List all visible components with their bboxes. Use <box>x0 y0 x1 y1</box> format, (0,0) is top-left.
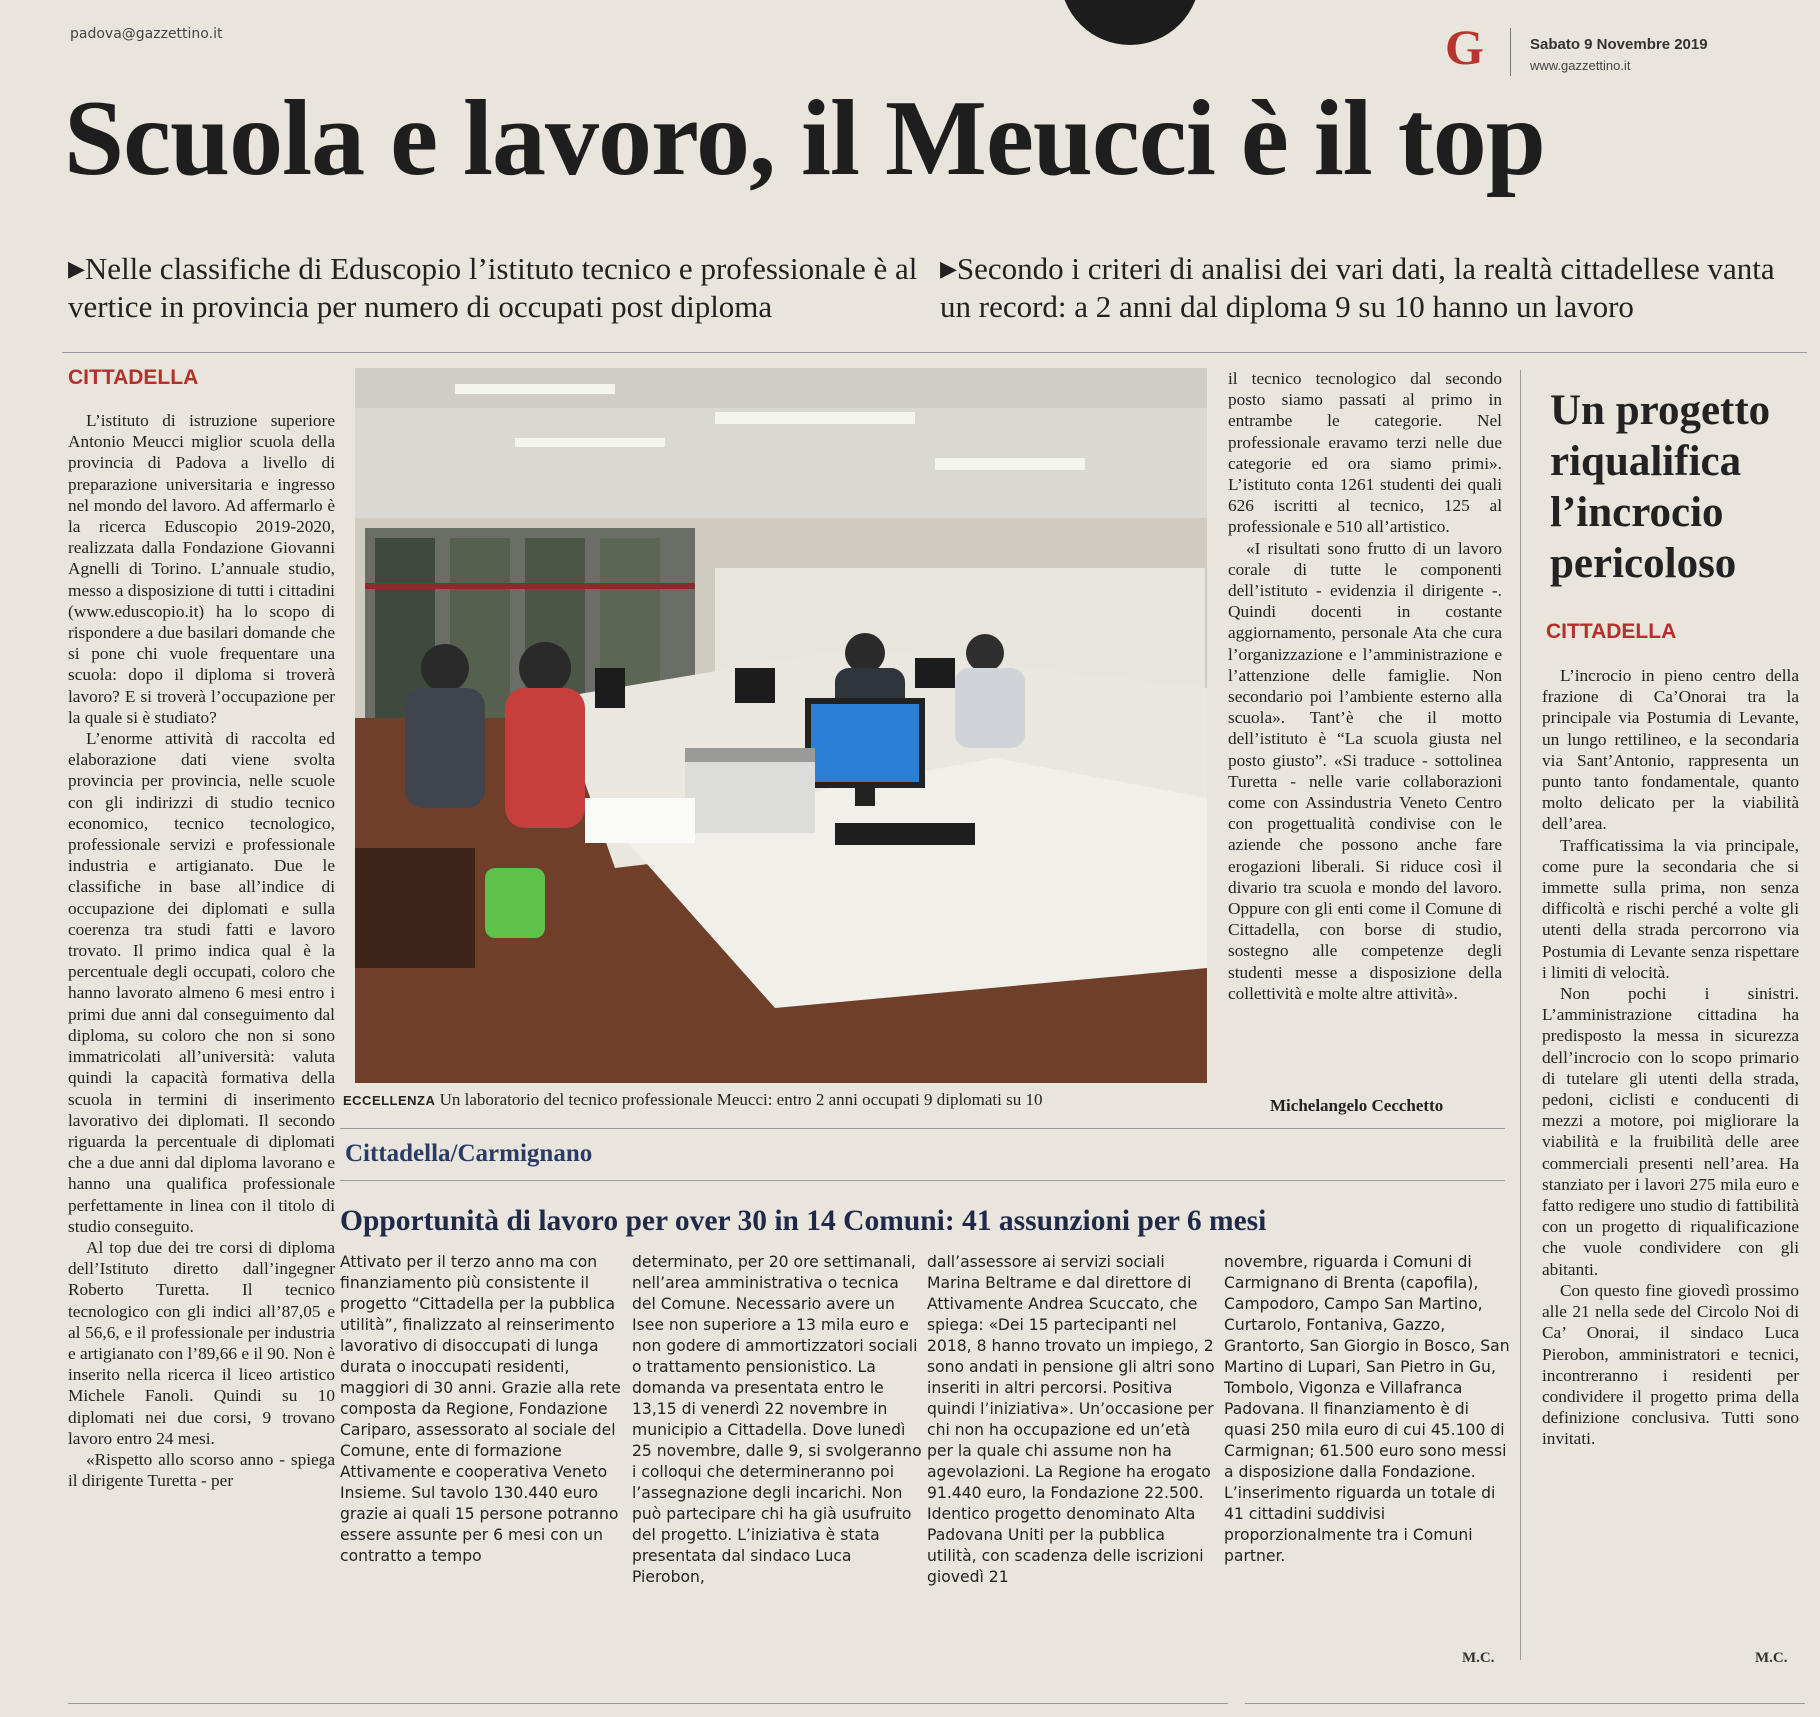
paragraph: Trafficatissima la via principale, come pure la secondaria che si immette sulla prima, non senza difficoltà e rischi perché a volte gli utenti della strada percorrono via Postumia di Levante senza rispettare i limiti di velocità. <box>1542 835 1799 982</box>
masthead-divider <box>1510 28 1511 76</box>
deck-rule <box>62 352 1807 353</box>
brief-kicker: Cittadella/Carmignano <box>345 1140 593 1167</box>
site-url: www.gazzettino.it <box>1530 58 1631 73</box>
brief-kicker-rule <box>340 1180 1505 1181</box>
paragraph: L’istituto di istruzione superiore Antonio Meucci miglior scuola della provincia di Padova a livello di preparazione universitaria e ingresso nel mondo del lavoro. Ad affermarlo è la ricerca Eduscopio 2019-2020, realizzata dalla Fondazione Giovanni Agnelli di Torino. L’annuale studio, messo a disposizione di tutti i cittadini (www.eduscopio.it) ha lo scopo di rispondere a due basilari domande che si pone chi vuole frequentare una scuola: dopo il diploma si troverà lavoro? E si troverà l’occupazione per la quale si è studiato? <box>68 411 335 727</box>
caption-text: Un laboratorio del tecnico professionale Meucci: entro 2 anni occupati 9 diplomati su 10 <box>439 1090 1043 1109</box>
paragraph: Non pochi i sinistri. L’amministrazione cittadina ha predisposto la messa in sicurezza dell’incrocio con lo scopo primario di tutelare gli utenti della strada, pedoni, ciclisti e conducenti di mezzi a motore, poi migliorare la viabilità e la fruibilità delle aree commerciali presenti nell’area. Ha stanziato per i lavori 275 mila euro e fatto redigere uno studio di fattibilità con un progetto di riqualificazione che vuole condividere con gli abitanti. <box>1542 984 1799 1279</box>
sidebar-headline: Un progetto riqualifica l’incrocio pericoloso <box>1550 387 1771 587</box>
sidebar-divider <box>1520 370 1521 1660</box>
section-email: padova@gazzettino.it <box>70 26 223 42</box>
photo-caption <box>343 1090 1043 1110</box>
sidebar-section-label: CITTADELLA <box>1546 620 1677 643</box>
gazzettino-logo: G <box>1445 19 1484 75</box>
caption-tag: ECCELLENZA <box>343 1093 436 1108</box>
deck-right <box>940 250 1810 326</box>
brief-column-1: Attivato per il terzo anno ma con finanziamento più consistente il progetto “Cittadella per la pubblica utilità”, finalizzato al reinserimento lavorativo di disoccupati di lunga durata o inoccupati residenti, maggiori di 30 anni. Grazie alla rete composta da Regione, Fondazione Cariparo, assessorato al sociale del Comune, ente di formazione Attivamente e cooperativa Veneto Insieme. Sul tavolo 130.440 euro grazie ai quali 15 persone potranno essere assunte per 6 mesi con un contratto a tempo <box>340 1253 621 1565</box>
article-column-1 <box>68 410 335 1491</box>
brief-top-rule <box>340 1128 1505 1129</box>
classroom-illustration <box>355 368 1207 1083</box>
issue-date: Sabato 9 Novembre 2019 <box>1530 36 1708 53</box>
classroom-photo <box>355 368 1207 1083</box>
section-label: CITTADELLA <box>68 366 199 389</box>
paragraph: L’enorme attività di raccolta ed elaborazione dati viene svolta provincia per provincia, nelle scuole con gli indirizzi di studio tecnico economico, tecnico tecnologico, professionale servizi e professionale industria e artigianato. Due le classifiche in base all’indice di occupazione dei diplomati e sulla coerenza tra studi fatti e lavoro trovato. Il primo indica qual è la percentuale degli occupati, coloro che hanno lavorato almeno 6 mesi entro i primi due anni dal conseguimento dal diploma, su coloro che non si sono immatricolati all’università: valuta quindi la capacità formativa della scuola in termini di inserimento lavorativo dei diplomati. Il secondo riguarda la percentuale di diplomati che a due anni dal diploma lavorano e hanno una qualifica professionale perfettamente in linea con il titolo di studio conseguito. <box>68 729 335 1236</box>
paragraph: «I risultati sono frutto di un lavoro corale di tutte le componenti dell’istituto - evidenzia il dirigente -. Quindi docenti in costante aggiornamento, personale Ata che cura l’organizzazione e l’amministrazione e l’attenzione delle famiglie. Non secondario poi l’ambiente esterno alla scuola». Tant’è che il motto dell’istituto è “La scuola giusta nel posto giusto”. «Si traduce - sottolinea Turetta - nelle varie collaborazioni come con Assindustria Veneto Centro con progettualità condivise con le aziende che possono anche fare erogazioni liberali. Si riduce così il divario tra scuola e mondo del lavoro. Oppure con gli enti come il Comune di Cittadella, con borse di studio, sostegno alle competenze degli studenti messe a disposizione della collettività e molte altre attività». <box>1228 538 1502 1003</box>
deck-right-text: Secondo i criteri di analisi dei vari dati, la realtà cittadellese vanta un record: a 2 anni dal diploma 9 su 10 hanno un lavoro <box>940 251 1775 324</box>
sidebar-text <box>1542 665 1799 1450</box>
sidebar-signature: M.C. <box>1755 1650 1788 1666</box>
paragraph: «Rispetto allo scorso anno - spiega il dirigente Turetta - per <box>68 1449 335 1491</box>
paragraph: il tecnico tecnologico dal secondo posto siamo passati al primo in entrambe le categorie. Nel professionale eravamo terzi nelle due categorie ed ora siamo primi». L’istituto conta 1261 studenti dei quali 626 iscritti al tecnico, 125 al professionale e 510 all’artistico. <box>1228 369 1502 537</box>
brief-column-3: dall’assessore ai servizi sociali Marina Beltrame e dal direttore di Attivamente Andrea Scuccato, che spiega: «Dei 15 partecipanti nel 2018, 8 hanno trovato un impiego, 2 sono andati in pensione gli altri sono inseriti in altri percorsi. Positiva quindi l’iniziativa». Un’occasione per chi non ha occupazione ed un’età per la quale chi assume non ha agevolazioni. La Regione ha erogato 91.440 euro, la Fondazione 22.500. Identico progetto denominato Alta Padovana Uniti per la pubblica utilità, con scadenza delle iscrizioni giovedì 21 <box>927 1253 1215 1586</box>
article-column-2 <box>1228 368 1502 1004</box>
brief-signature: M.C. <box>1462 1650 1495 1666</box>
paragraph: L’incrocio in pieno centro della frazione di Ca’Onorai tra la principale via Postumia di Levante, un lungo rettilineo, e la secondaria via Sant’Antonio, rappresenta un punto tanto fondamentale, quanto molto delicato per la viabilità dell’area. <box>1542 666 1799 834</box>
brief-headline: Opportunità di lavoro per over 30 in 14 Comuni: 41 assunzioni per 6 mesi <box>340 1205 1267 1237</box>
deck-left-text: Nelle classifiche di Eduscopio l’istituto tecnico e professionale è al vertice in provincia per numero di occupati post diploma <box>68 251 918 324</box>
triangle-right-icon: ▶ <box>940 256 957 281</box>
deck-left <box>68 250 928 326</box>
masthead-ink-mark <box>1060 0 1200 45</box>
paragraph: Con questo fine giovedì prossimo alle 21 nella sede del Circolo Noi di Ca’ Onorai, il sindaco Luca Pierobon, amministratori e tecnici, incontreranno i residenti per condividere il progetto prima della definizione conclusiva. Tutti sono invitati. <box>1542 1280 1799 1449</box>
byline: Michelangelo Cecchetto <box>1270 1096 1444 1115</box>
triangle-right-icon: ▶ <box>68 256 85 281</box>
main-headline: Scuola e lavoro, il Meucci è il top <box>64 79 1545 198</box>
brief-column-4: novembre, riguarda i Comuni di Carmignano di Brenta (capofila), Campodoro, Campo San Martino, Curtarolo, Fontaniva, Gazzo, Grantorto, San Giorgio in Bosco, San Martino di Lupari, San Pietro in Gu, Tombolo, Vigonza e Villafranca Padovana. Il finanziamento è di quasi 250 mila euro di cui 45.100 di Carmignan; 61.500 euro sono messi a disposizione dalla Fondazione. L’inserimento riguarda un totale di 41 cittadini suddivisi proporzionalmente tra i Comuni partner. <box>1224 1253 1510 1565</box>
paragraph: Al top due dei tre corsi di diploma dell’Istituto diretto dall’ingegner Roberto Turetta. Il tecnico tecnologico con gli indici all’87,05 e al 56,6, e il professionale per industria e artigianato con l’89,66 e il 90. Non è inserito nella ricerca il liceo artistico Michele Fanoli. Quindi su 10 diplomati nei due corsi, 9 trovano lavoro entro 24 mesi. <box>68 1237 335 1448</box>
bottom-rule-right <box>1245 1703 1805 1704</box>
bottom-rule-left <box>68 1703 1228 1704</box>
brief-column-2: determinato, per 20 ore settimanali, nell’area amministrativa o tecnica del Comune. Necessario avere un Isee non superiore a 13 mila euro e non godere di ammortizzatori sociali o trattamento pensionistico. La domanda va presentata entro le 13,15 di venerdì 22 novembre in municipio a Cittadella. Dove lunedì 25 novembre, dalle 9, si svolgeranno i colloqui che determineranno poi l’assegnazione degli incarichi. Non può partecipare chi ha già usufruito del progetto. L’iniziativa è stata presentata dal sindaco Luca Pierobon, <box>632 1253 922 1586</box>
